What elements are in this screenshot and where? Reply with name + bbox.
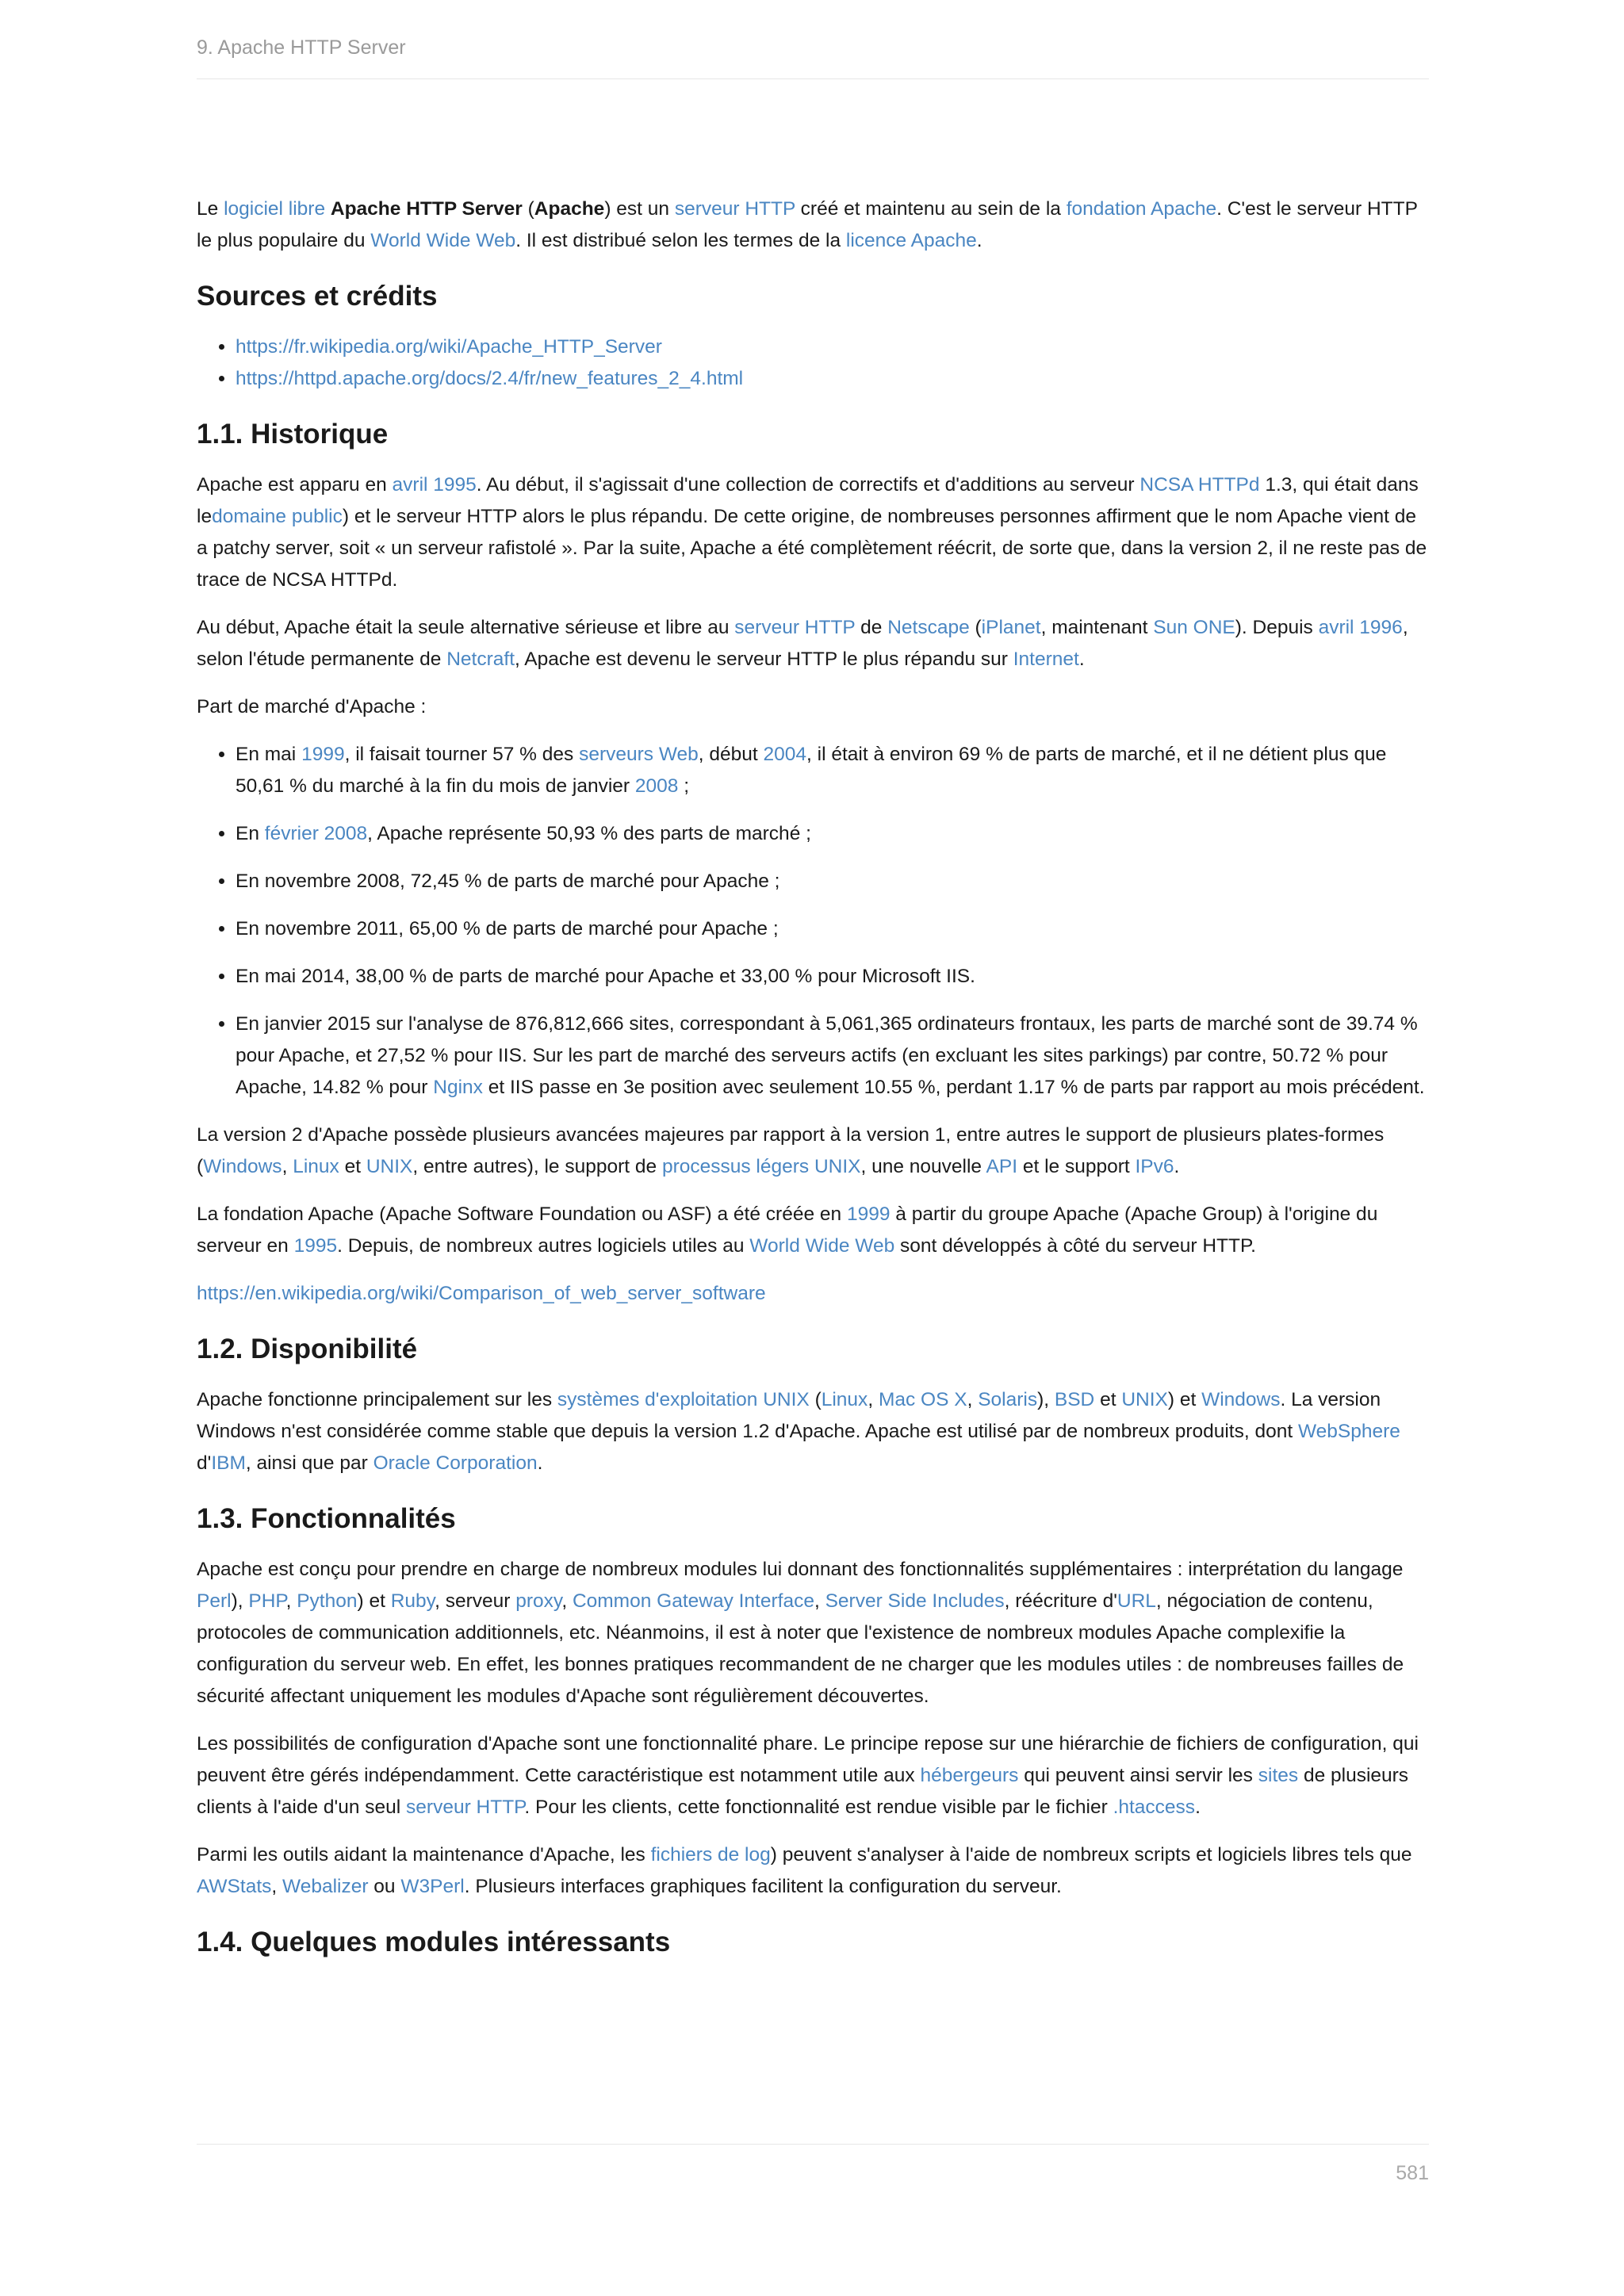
list-item <box>236 363 1429 395</box>
list-item <box>236 739 1429 802</box>
link-windows[interactable]: Windows <box>1201 1389 1281 1410</box>
link-1999[interactable]: 1999 <box>301 744 345 765</box>
link-world-wide-web[interactable]: World Wide Web <box>370 230 516 251</box>
text: Le <box>197 198 224 220</box>
link-avril-1996[interactable]: avril 1996 <box>1318 617 1403 638</box>
text: , négociation de contenu, protocoles de communication additionnels, etc. Néanmoins, il est à noter que l'existence de nombreux modules Apache complexifie la configuration du serveur web. En effet, les bonnes pratiques recommandent de ne charger que les modules utiles : de nombreuses failles de sécurité affectant uniquement les modules d'Apache sont régulièrement découvertes. <box>197 1590 1404 1707</box>
link-unix[interactable]: UNIX <box>1121 1389 1168 1410</box>
link-source-httpd-docs[interactable]: https://httpd.apache.org/docs/2.4/fr/new_features_2_4.html <box>236 368 744 389</box>
link-mac-os-x[interactable]: Mac OS X <box>878 1389 967 1410</box>
link-server-side-includes[interactable]: Server Side Includes <box>825 1590 1005 1612</box>
text: . La version Windows n'est considérée comme stable que depuis la version 1.2 d'Apache. Apache est utilisé par de nombreux produits, dont <box>197 1389 1381 1442</box>
link-avril-1995[interactable]: avril 1995 <box>392 474 477 496</box>
historique-paragraph-3 <box>197 1119 1429 1183</box>
link-w3perl[interactable]: W3Perl <box>400 1876 465 1897</box>
intro-paragraph <box>197 193 1429 257</box>
text: . Il est distribué selon les termes de la <box>515 230 846 251</box>
text: ) et <box>357 1590 391 1612</box>
text: , il était à environ 69 % de parts de marché, et il ne détient plus que 50,61 % du marché à la fin du mois de janvier <box>236 744 1387 797</box>
link-unix[interactable]: UNIX <box>366 1156 413 1177</box>
text: , <box>561 1590 573 1612</box>
link-sites[interactable]: sites <box>1258 1765 1299 1786</box>
market-share-label: Part de marché d'Apache : <box>197 696 427 718</box>
link-webalizer[interactable]: Webalizer <box>282 1876 369 1897</box>
link-proxy[interactable]: proxy <box>515 1590 562 1612</box>
heading-disponibilite: 1.2. Disponibilité <box>197 1334 418 1364</box>
text: , début <box>698 744 764 765</box>
link-domaine-public[interactable]: domaine public <box>212 506 343 527</box>
text: , <box>271 1876 283 1897</box>
link-logiciel-libre[interactable]: logiciel libre <box>224 198 326 220</box>
link-sun-one[interactable]: Sun ONE <box>1153 617 1235 638</box>
text: , <box>814 1590 825 1612</box>
text: Les possibilités de configuration d'Apache sont une fonctionnalité phare. Le principe repose sur une hiérarchie de fichiers de configuration, qui peuvent être gérés indépendamment. Cette caractéristique est notamment utile aux <box>197 1733 1419 1786</box>
text: . <box>1195 1797 1201 1818</box>
text: sont développés à côté du serveur HTTP. <box>894 1235 1256 1257</box>
text: et le support <box>1017 1156 1136 1177</box>
link-processus-legers-unix[interactable]: processus légers UNIX <box>661 1156 861 1177</box>
text: . Pour les clients, cette fonctionnalité est rendue visible par le fichier <box>524 1797 1113 1818</box>
text: d' <box>197 1452 212 1474</box>
text: 1.3, qui était dans le <box>197 474 1419 527</box>
text: . Depuis, de nombreux autres logiciels utiles au <box>337 1235 750 1257</box>
text: et IIS passe en 3e position avec seulement 10.55 %, perdant 1.17 % de parts par rapport au mois précédent. <box>482 1077 1425 1098</box>
link-comparison-web-servers[interactable]: https://en.wikipedia.org/wiki/Comparison_of_web_server_software <box>197 1283 766 1304</box>
text: de <box>855 617 888 638</box>
text: ou <box>368 1876 401 1897</box>
text: , <box>967 1389 979 1410</box>
disponibilite-paragraph <box>197 1384 1429 1479</box>
text: , selon l'étude permanente de <box>197 617 1408 670</box>
link-ncsa-httpd[interactable]: NCSA HTTPd <box>1139 474 1260 496</box>
text: Apache fonctionne principalement sur les <box>197 1389 557 1410</box>
fonctionnalites-paragraph-1 <box>197 1554 1429 1712</box>
bold-apache-http-server: Apache HTTP Server <box>330 198 523 220</box>
fonctionnalites-paragraph-3 <box>197 1839 1429 1903</box>
heading-historique: 1.1. Historique <box>197 419 389 450</box>
text: , Apache est devenu le serveur HTTP le plus répandu sur <box>515 649 1013 670</box>
link-fichiers-de-log[interactable]: fichiers de log <box>650 1844 771 1866</box>
text: et <box>339 1156 366 1177</box>
text: , serveur <box>435 1590 516 1612</box>
historique-paragraph-2 <box>197 612 1429 675</box>
text: ) et le serveur HTTP alors le plus répandu. De cette origine, de nombreuses personnes affirment que le nom Apache vient de a patchy server, soit « un serveur rafistolé ». Par la suite, Apache a été complètement réécrit, de sorte que, dans la version 2, il ne reste pas de trace de NCSA HTTPd. <box>197 506 1427 591</box>
text: . C'est le serveur HTTP le plus populaire du <box>197 198 1418 251</box>
link-linux[interactable]: Linux <box>821 1389 868 1410</box>
text: ( <box>809 1389 822 1410</box>
bold-apache: Apache <box>534 198 605 220</box>
link-perl[interactable]: Perl <box>197 1590 232 1612</box>
link-1995[interactable]: 1995 <box>293 1235 338 1257</box>
link-fevrier-2008[interactable]: février 2008 <box>264 823 368 844</box>
link-windows[interactable]: Windows <box>203 1156 282 1177</box>
link-websphere[interactable]: WebSphere <box>1297 1421 1400 1442</box>
text: , <box>868 1389 879 1410</box>
text: . <box>976 230 982 251</box>
link-awstats[interactable]: AWStats <box>197 1876 272 1897</box>
link-serveur-http[interactable]: serveur HTTP <box>734 617 856 638</box>
comparison-link-paragraph <box>197 1278 1429 1310</box>
running-footer <box>197 2144 1429 2185</box>
text: En <box>236 823 265 844</box>
link-iplanet[interactable]: iPlanet <box>981 617 1041 638</box>
link-ibm[interactable]: IBM <box>211 1452 246 1474</box>
link-ipv6[interactable]: IPv6 <box>1135 1156 1174 1177</box>
text: . Au début, il s'agissait d'une collection de correctifs et d'additions au serveur <box>476 474 1140 496</box>
link-htaccess[interactable]: .htaccess <box>1113 1797 1196 1818</box>
link-linux[interactable]: Linux <box>293 1156 339 1177</box>
text: ), <box>1037 1389 1055 1410</box>
link-oracle-corporation[interactable]: Oracle Corporation <box>373 1452 538 1474</box>
link-2004[interactable]: 2004 <box>763 744 807 765</box>
link-netcraft[interactable]: Netcraft <box>446 649 515 670</box>
list-item: • En novembre 2008, 72,45 % de parts de marché pour Apache ; <box>236 866 1429 897</box>
link-internet[interactable]: Internet <box>1013 649 1079 670</box>
link-netscape[interactable]: Netscape <box>887 617 970 638</box>
text: ), <box>231 1590 249 1612</box>
list-item <box>236 818 1429 850</box>
link-licence-apache[interactable]: licence Apache <box>845 230 977 251</box>
link-common-gateway-interface[interactable]: Common Gateway Interface <box>572 1590 814 1612</box>
market-share-list <box>197 739 1429 1104</box>
text: . Plusieurs interfaces graphiques facilitent la configuration du serveur. <box>464 1876 1062 1897</box>
page-content <box>197 193 1429 1977</box>
text: En mai <box>236 744 302 765</box>
text: à partir du groupe Apache (Apache Group) à l'origine du serveur en <box>197 1203 1378 1257</box>
text: , maintenant <box>1040 617 1154 638</box>
text: Parmi les outils aidant la maintenance d'Apache, les <box>197 1844 651 1866</box>
text: . <box>1078 649 1085 670</box>
text: ) et <box>1167 1389 1202 1410</box>
text: . <box>537 1452 543 1474</box>
document-page <box>197 0 1429 2296</box>
text: La fondation Apache (Apache Software Foundation ou ASF) a été créée en <box>197 1203 847 1225</box>
link-solaris[interactable]: Solaris <box>978 1389 1038 1410</box>
text: , entre autres), le support de <box>412 1156 662 1177</box>
sources-list <box>197 331 1429 395</box>
link-serveur-http[interactable]: serveur HTTP <box>674 198 795 220</box>
text: , <box>285 1590 297 1612</box>
text: ) est un <box>604 198 675 220</box>
text: créé et maintenu au sein de la <box>795 198 1067 220</box>
text: , Apache représente 50,93 % des parts de marché ; <box>367 823 811 844</box>
text: En janvier 2015 sur l'analyse de 876,812,666 sites, correspondant à 5,061,365 ordinateurs frontaux, les parts de marché sont de 39.74 % pour Apache, et 27,52 % pour IIS. Sur les part de marché des serveurs actifs (en excluant les sites parkings) par contre, 50.72 % pour Apache, 14.82 % pour <box>236 1013 1418 1098</box>
text: , une nouvelle <box>860 1156 986 1177</box>
text: ( <box>969 617 982 638</box>
link-serveurs-web[interactable]: serveurs Web <box>579 744 699 765</box>
text: Apache est conçu pour prendre en charge de nombreux modules lui donnant des fonctionnalités supplémentaires : interprétation du langage <box>197 1559 1404 1580</box>
text: qui peuvent ainsi servir les <box>1018 1765 1258 1786</box>
text: Apache est apparu en <box>197 474 393 496</box>
text: , il faisait tourner 57 % des <box>344 744 580 765</box>
link-systemes-unix[interactable]: systèmes d'exploitation UNIX <box>557 1389 810 1410</box>
running-header: 9. Apache HTTP Server <box>197 36 1429 79</box>
link-api[interactable]: API <box>986 1156 1018 1177</box>
historique-paragraph-1 <box>197 469 1429 596</box>
list-item: • En novembre 2011, 65,00 % de parts de marché pour Apache ; <box>236 913 1429 945</box>
link-fondation-apache[interactable]: fondation Apache <box>1066 198 1217 220</box>
page-number: 581 <box>1396 2162 1429 2184</box>
text: ) peuvent s'analyser à l'aide de nombreux scripts et logiciels libres tels que <box>770 1844 1412 1866</box>
link-serveur-http[interactable]: serveur HTTP <box>406 1797 525 1818</box>
link-php[interactable]: PHP <box>248 1590 286 1612</box>
historique-paragraph-4 <box>197 1199 1429 1262</box>
link-url[interactable]: URL <box>1116 1590 1156 1612</box>
text: de plusieurs clients à l'aide d'un seul <box>197 1765 1409 1818</box>
link-source-wikipedia[interactable]: https://fr.wikipedia.org/wiki/Apache_HTTP_Server <box>236 336 662 358</box>
heading-sources: Sources et crédits <box>197 281 438 312</box>
list-item <box>236 1008 1429 1104</box>
text: ( <box>522 198 534 220</box>
text: Au début, Apache était la seule alternative sérieuse et libre au <box>197 617 735 638</box>
heading-modules: 1.4. Quelques modules intéressants <box>197 1927 671 1957</box>
text: , ainsi que par <box>245 1452 373 1474</box>
link-bsd[interactable]: BSD <box>1054 1389 1095 1410</box>
link-ruby[interactable]: Ruby <box>390 1590 435 1612</box>
text: , réécriture d' <box>1004 1590 1117 1612</box>
link-hebergeurs[interactable]: hébergeurs <box>920 1765 1019 1786</box>
text: La version 2 d'Apache possède plusieurs avancées majeures par rapport à la version 1, entre autres le support de plusieurs plates-formes ( <box>197 1124 1385 1177</box>
text <box>325 198 331 220</box>
text: . <box>1174 1156 1180 1177</box>
text: et <box>1094 1389 1122 1410</box>
link-world-wide-web[interactable]: World Wide Web <box>749 1235 895 1257</box>
link-nginx[interactable]: Nginx <box>433 1077 483 1098</box>
fonctionnalites-paragraph-2 <box>197 1728 1429 1823</box>
list-item <box>236 331 1429 363</box>
link-1999[interactable]: 1999 <box>846 1203 891 1225</box>
text: , <box>282 1156 293 1177</box>
heading-fonctionnalites: 1.3. Fonctionnalités <box>197 1503 456 1534</box>
link-2008[interactable]: 2008 <box>634 775 679 797</box>
list-item: • En mai 2014, 38,00 % de parts de marché pour Apache et 33,00 % pour Microsoft IIS. <box>236 961 1429 993</box>
link-python[interactable]: Python <box>297 1590 358 1612</box>
text: ). Depuis <box>1235 617 1319 638</box>
text: ; <box>678 775 690 797</box>
